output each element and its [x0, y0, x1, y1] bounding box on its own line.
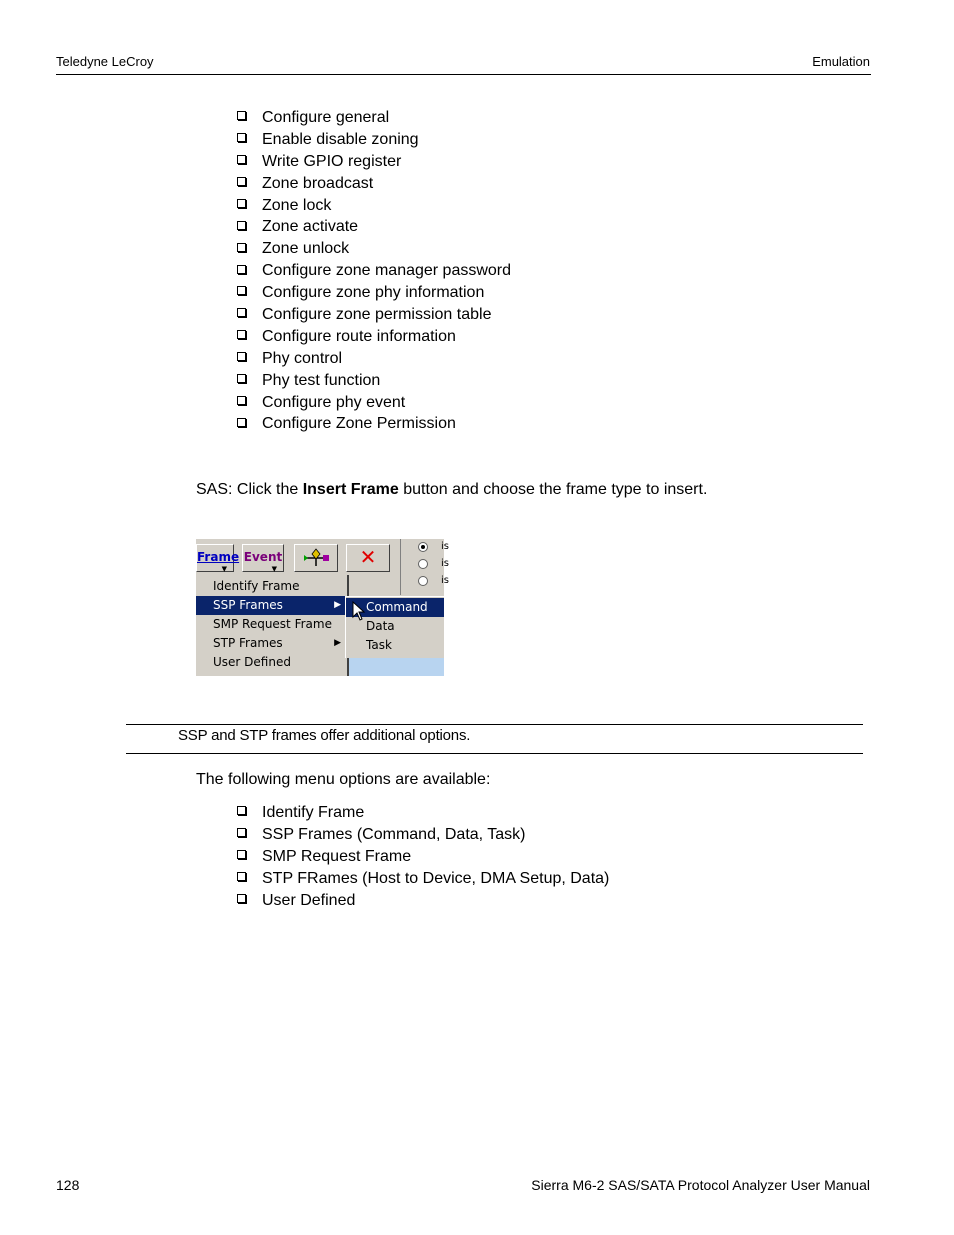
list-item: User Defined: [237, 890, 609, 912]
list-item: Configure zone permission table: [237, 304, 511, 326]
list-item: Configure zone phy information: [237, 282, 511, 304]
list-item: Phy control: [237, 348, 511, 370]
delete-x-icon: ✕: [359, 545, 377, 569]
list-item: Identify Frame: [237, 802, 609, 824]
bullet-box-icon: [237, 894, 246, 903]
bullet-box-icon: [237, 872, 246, 881]
list-item: Enable disable zoning: [237, 129, 511, 151]
list-item: Phy test function: [237, 370, 511, 392]
note-bottom-rule: [126, 753, 863, 754]
page-number: 128: [56, 1177, 80, 1193]
request-type-list: [237, 107, 511, 435]
bullet-box-icon: [237, 286, 246, 295]
radio-group: [400, 539, 449, 595]
menu-item-user-defined[interactable]: User Defined: [213, 655, 291, 669]
submenu-arrow-icon: ▶: [334, 638, 341, 648]
bullet-box-icon: [237, 352, 246, 361]
menu-item-smp-request-frame[interactable]: SMP Request Frame: [213, 617, 332, 631]
submenu-arrow-icon: ▶: [334, 600, 341, 610]
radio-button[interactable]: [418, 559, 428, 569]
list-item: Configure phy event: [237, 392, 511, 414]
bullet-box-icon: [237, 828, 246, 837]
menu-options-intro: The following menu options are available:: [196, 771, 491, 788]
bullet-box-icon: [237, 155, 246, 164]
note-text: SSP and STP frames offer additional options.: [178, 727, 471, 744]
radio-button[interactable]: [418, 576, 428, 586]
list-item: Write GPIO register: [237, 151, 511, 173]
bullet-box-icon: [237, 396, 246, 405]
list-item: Configure general: [237, 107, 511, 129]
header-rule: [56, 74, 871, 75]
list-item: SMP Request Frame: [237, 846, 609, 868]
header-company: Teledyne LeCroy: [56, 54, 154, 69]
delete-button[interactable]: [346, 544, 390, 572]
radio-button[interactable]: [418, 542, 428, 552]
list-item: Configure zone manager password: [237, 260, 511, 282]
bullet-box-icon: [237, 806, 246, 815]
bullet-box-icon: [237, 243, 246, 252]
list-item: Zone unlock: [237, 238, 511, 260]
list-item: Configure Zone Permission: [237, 413, 511, 435]
list-item: Configure route information: [237, 326, 511, 348]
list-item: Zone activate: [237, 216, 511, 238]
bullet-box-icon: [237, 330, 246, 339]
bullet-box-icon: [237, 221, 246, 230]
list-item: Zone lock: [237, 195, 511, 217]
radio-label: is: [441, 541, 449, 552]
frame-button[interactable]: Frame ▼: [196, 544, 234, 572]
dropdown-arrow-icon: ▼: [221, 565, 227, 573]
mouse-pointer-icon: [352, 601, 364, 621]
dropdown-arrow-icon: ▼: [271, 565, 277, 573]
bullet-box-icon: [237, 850, 246, 859]
insert-frame-menu: [196, 575, 349, 676]
insert-frame-screenshot: [196, 539, 449, 676]
connection-tree-icon: [301, 547, 331, 569]
menu-item-ssp-frames[interactable]: SSP Frames ▶: [196, 596, 347, 615]
radio-label: is: [441, 575, 449, 586]
list-item: STP FRames (Host to Device, DMA Setup, Data): [237, 868, 609, 890]
bullet-box-icon: [237, 265, 246, 274]
list-item: SSP Frames (Command, Data, Task): [237, 824, 609, 846]
instruction-paragraph: SAS: Click the Insert Frame button and choose the frame type to insert.: [196, 481, 708, 498]
bullet-box-icon: [237, 374, 246, 383]
bullet-box-icon: [237, 308, 246, 317]
bullet-box-icon: [237, 418, 246, 427]
bullet-box-icon: [237, 177, 246, 186]
menu-item-identify-frame[interactable]: Identify Frame: [213, 579, 300, 593]
radio-label: is: [441, 558, 449, 569]
insert-frame-term: Insert Frame: [302, 481, 399, 498]
event-button[interactable]: Event ▼: [242, 544, 284, 572]
background-pane: [349, 658, 444, 676]
header-section: Emulation: [812, 54, 870, 69]
submenu-item-task[interactable]: Task: [366, 638, 392, 652]
note-top-rule: [126, 724, 863, 725]
bullet-box-icon: [237, 133, 246, 142]
menu-item-stp-frames[interactable]: STP Frames ▶: [196, 634, 347, 653]
menu-options-list: [237, 802, 609, 911]
submenu-item-data[interactable]: Data: [366, 619, 395, 633]
bullet-box-icon: [237, 199, 246, 208]
connect-button[interactable]: [294, 544, 338, 572]
manual-title: Sierra M6-2 SAS/SATA Protocol Analyzer User Manual: [531, 1177, 870, 1193]
submenu-item-command[interactable]: Command: [346, 598, 444, 617]
bullet-box-icon: [237, 111, 246, 120]
list-item: Zone broadcast: [237, 173, 511, 195]
